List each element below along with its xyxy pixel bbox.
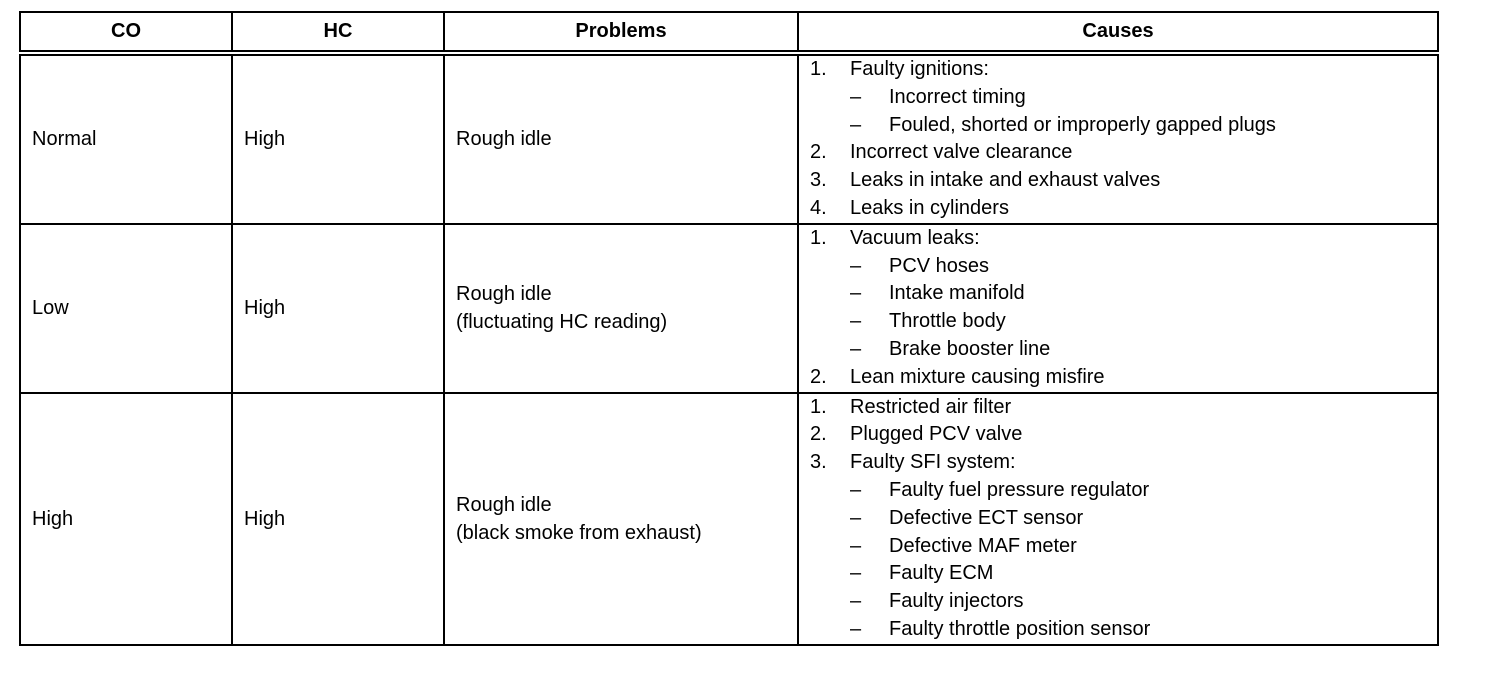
header-co: CO	[20, 12, 232, 53]
header-hc: HC	[232, 12, 444, 53]
problem-line: Rough idle	[456, 283, 552, 306]
header-causes: Causes	[798, 12, 1438, 53]
cause-subitem-text: Incorrect timing	[889, 85, 1026, 108]
cause-item	[799, 364, 1437, 392]
dash-bullet: –	[850, 113, 862, 136]
dash-bullet: –	[850, 590, 862, 613]
dash-bullet: –	[850, 337, 862, 360]
cause-subitem-text: Faulty ECM	[889, 562, 994, 585]
cause-subitem	[799, 336, 1437, 364]
causes-cell	[798, 53, 1438, 224]
cause-text: Leaks in intake and exhaust valves	[850, 169, 1161, 192]
cause-item	[799, 139, 1437, 167]
cause-subitem	[799, 616, 1437, 644]
cause-subitem-text: Faulty fuel pressure regulator	[889, 478, 1150, 501]
co-cell	[20, 53, 232, 224]
cause-text: Vacuum leaks:	[850, 226, 980, 249]
cause-item	[799, 56, 1437, 84]
header-problems: Problems	[444, 12, 798, 53]
dash-bullet: –	[850, 534, 862, 557]
cause-subitem	[799, 308, 1437, 336]
cause-subitem-text: Faulty throttle position sensor	[889, 617, 1151, 640]
dash-bullet: –	[850, 478, 862, 501]
cause-text: Lean mixture causing misfire	[850, 365, 1105, 388]
hc-cell	[232, 393, 444, 645]
dash-bullet: –	[850, 506, 862, 529]
cause-item	[799, 195, 1437, 223]
table-row	[20, 224, 1438, 393]
causes-cell	[798, 393, 1438, 645]
problems-cell	[444, 224, 798, 393]
cause-subitem-text: Intake manifold	[889, 282, 1025, 305]
cause-subitem	[799, 84, 1437, 112]
causes-cell	[798, 224, 1438, 393]
co-value: High	[32, 507, 74, 530]
problem-line: Rough idle	[456, 493, 552, 516]
cause-text: Leaks in cylinders	[850, 196, 1009, 219]
cause-text: Plugged PCV valve	[850, 423, 1023, 446]
dash-bullet: –	[850, 310, 862, 333]
dash-bullet: –	[850, 562, 862, 585]
cause-number: 2.	[810, 423, 827, 446]
hc-value: High	[244, 128, 286, 151]
hc-value: High	[244, 507, 286, 530]
cause-subitem	[799, 280, 1437, 308]
cause-number: 2.	[810, 365, 827, 388]
co-value: Low	[32, 297, 69, 320]
cause-number: 2.	[810, 141, 827, 164]
table-body	[20, 53, 1438, 645]
problem-line: Rough idle	[456, 128, 552, 151]
cause-subitem-text: PCV hoses	[889, 254, 990, 277]
co-cell	[20, 393, 232, 645]
table-row	[20, 393, 1438, 645]
co-cell	[20, 224, 232, 393]
cause-number: 1.	[810, 58, 827, 80]
dash-bullet: –	[850, 254, 862, 277]
dash-bullet: –	[850, 617, 862, 640]
cause-number: 1.	[810, 395, 827, 418]
co-value: Normal	[32, 128, 97, 151]
cause-text: Faulty ignitions:	[850, 58, 989, 80]
problems-cell	[444, 53, 798, 224]
cause-subitem	[799, 477, 1437, 505]
cause-text: Restricted air filter	[850, 395, 1012, 418]
cause-subitem-text: Fouled, shorted or improperly gapped plugs	[889, 113, 1276, 136]
cause-subitem	[799, 533, 1437, 561]
cause-subitem-text: Defective ECT sensor	[889, 506, 1084, 529]
table-row	[20, 53, 1438, 224]
hc-cell	[232, 224, 444, 393]
cause-item	[799, 167, 1437, 195]
cause-subitem	[799, 560, 1437, 588]
cause-item	[799, 394, 1437, 422]
cause-text: Faulty SFI system:	[850, 451, 1016, 474]
table-header	[20, 12, 1438, 53]
cause-subitem	[799, 505, 1437, 533]
cause-item	[799, 225, 1437, 253]
dash-bullet: –	[850, 85, 862, 108]
cause-subitem	[799, 253, 1437, 281]
cause-number: 1.	[810, 226, 827, 249]
hc-value: High	[244, 297, 286, 320]
problem-line: (black smoke from exhaust)	[456, 521, 702, 544]
problems-text	[445, 280, 797, 336]
header-row	[20, 12, 1438, 53]
problems-cell	[444, 393, 798, 645]
problem-line: (fluctuating HC reading)	[456, 311, 668, 334]
cause-subitem-text: Throttle body	[889, 310, 1006, 333]
hc-cell	[232, 53, 444, 224]
problems-text	[445, 125, 797, 153]
cause-subitem	[799, 588, 1437, 616]
cause-subitem-text: Brake booster line	[889, 337, 1051, 360]
cause-text: Incorrect valve clearance	[850, 141, 1073, 164]
diagnosis-table	[19, 11, 1439, 646]
cause-number: 3.	[810, 169, 827, 192]
cause-number: 3.	[810, 451, 827, 474]
cause-number: 4.	[810, 196, 827, 219]
cause-subitem-text: Faulty injectors	[889, 590, 1024, 613]
cause-item	[799, 449, 1437, 477]
problems-text	[445, 491, 797, 547]
dash-bullet: –	[850, 282, 862, 305]
cause-subitem-text: Defective MAF meter	[889, 534, 1077, 557]
cause-subitem	[799, 112, 1437, 140]
cause-item	[799, 421, 1437, 449]
